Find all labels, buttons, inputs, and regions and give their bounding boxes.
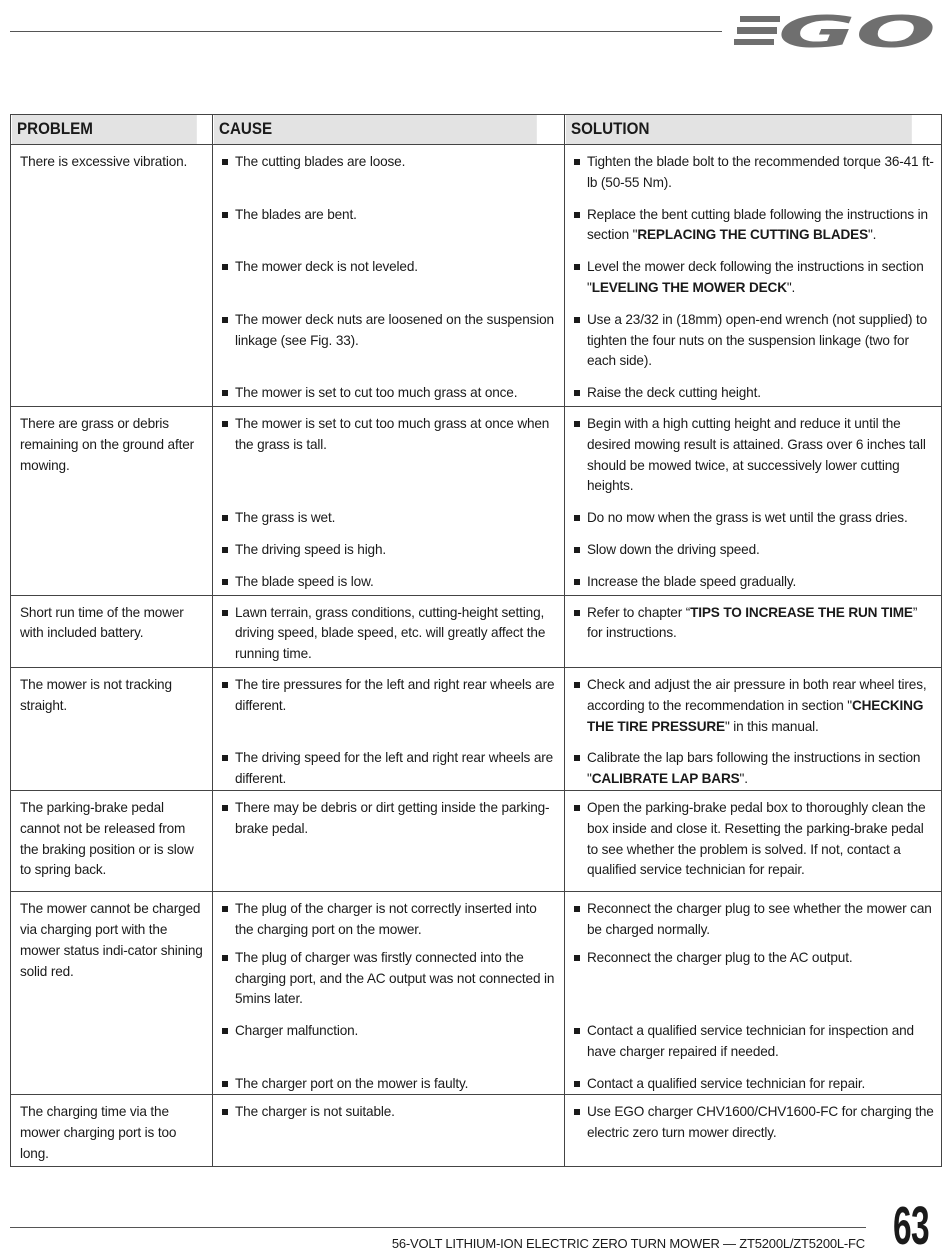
solution-text <box>587 1021 935 1063</box>
cause-cell <box>213 252 565 305</box>
solution-text <box>587 899 935 941</box>
cause-cell <box>213 503 565 535</box>
solution-text-segment: Check and adjust the air pressure in both rear wheel tires, according to the recommendation in section " <box>587 676 927 713</box>
cause-text: The plug of the charger is not correctly inserted into the charging port on the mower. <box>235 901 537 937</box>
cause-text: The driving speed is high. <box>235 541 387 557</box>
solution-cell <box>565 503 942 535</box>
solution-text-segment: Do no mow when the grass is wet until the grass dries. <box>587 510 908 526</box>
table-row <box>11 595 942 667</box>
troubleshooting-table <box>10 114 942 1167</box>
cause-cell <box>213 305 565 378</box>
cause-cell <box>213 1095 565 1167</box>
bullet-square-icon <box>222 264 228 270</box>
solution-text-segment: Open the parking-brake pedal box to thoroughly clean the box inside and close it. Resetting the parking-brake pedal to see whether the problem is solved. If not, contact a qualified service technician for repair. <box>587 799 926 878</box>
svg-text:GO: GO <box>778 7 936 56</box>
cause-text: The charger is not suitable. <box>235 1104 395 1120</box>
solution-text <box>587 257 935 299</box>
solution-text-segment: Begin with a high cutting height and reduce it until the desired mowing result is attained. Grass over 6 inches tall should be mowed twice, at successively lower cutting heights. <box>587 415 926 494</box>
problem-cell: Short run time of the mower with included battery. <box>11 595 213 667</box>
column-header-problem: PROBLEM <box>11 115 197 145</box>
solution-text <box>587 414 935 497</box>
solution-cell <box>565 595 942 667</box>
solution-cell <box>565 1016 942 1069</box>
solution-text <box>587 748 935 790</box>
bullet-square-icon <box>222 212 228 218</box>
solution-text-segment: Raise the deck cutting height. <box>587 385 761 401</box>
problem-cell: There is excessive vibration. <box>11 145 213 407</box>
table-body <box>11 145 942 1167</box>
cause-text: The blades are bent. <box>235 206 357 222</box>
bullet-square-icon <box>574 579 580 585</box>
cause-text: The charger port on the mower is faulty. <box>235 1075 469 1091</box>
solution-text-segment: Slow down the driving speed. <box>587 541 760 557</box>
solution-cell <box>565 145 942 200</box>
solution-cell <box>565 200 942 253</box>
bullet-square-icon <box>574 955 580 961</box>
solution-text <box>587 572 935 593</box>
cause-cell <box>213 1016 565 1069</box>
bullet-square-icon <box>222 1081 228 1087</box>
solution-text-segment: ". <box>868 227 877 243</box>
bullet-square-icon <box>574 805 580 811</box>
column-header-solution: SOLUTION <box>565 115 912 145</box>
cause-cell <box>213 790 565 891</box>
bullet-square-icon <box>574 421 580 427</box>
solution-cell <box>565 743 942 790</box>
solution-text <box>587 152 935 194</box>
solution-cell <box>565 1069 942 1095</box>
solution-cell <box>565 790 942 891</box>
cause-text: The cutting blades are loose. <box>235 154 406 169</box>
bullet-square-icon <box>222 955 228 961</box>
cause-text: There may be debris or dirt getting inside the parking-brake pedal. <box>235 799 550 836</box>
solution-text-segment: Increase the blade speed gradually. <box>587 573 797 589</box>
table-row <box>11 1095 942 1167</box>
solution-text-segment: ” for instructions. <box>587 604 918 641</box>
cause-cell <box>213 1069 565 1095</box>
cause-text: Lawn terrain, grass conditions, cutting-height setting, driving speed, blade speed, etc. will greatly affect the running time. <box>235 604 546 662</box>
solution-text-segment: Calibrate the lap bars following the instructions in section " <box>587 750 921 787</box>
solution-text-segment: Refer to chapter “ <box>587 604 691 620</box>
footer-title: 56-VOLT LITHIUM-ION ELECTRIC ZERO TURN MOWER — ZT5200L/ZT5200L-FC <box>391 1236 865 1251</box>
cause-cell <box>213 406 565 503</box>
solution-cell <box>565 305 942 378</box>
solution-text <box>587 1074 935 1095</box>
solution-cell <box>565 892 942 943</box>
solution-text <box>587 948 935 969</box>
bullet-square-icon <box>574 212 580 218</box>
solution-text <box>587 310 935 372</box>
cause-cell <box>213 200 565 253</box>
problem-cell: The parking-brake pedal cannot not be released from the braking position or is slow to spring back. <box>11 790 213 891</box>
solution-text-segment: ". <box>786 279 796 295</box>
bullet-square-icon <box>222 159 228 165</box>
solution-text-segment: Contact a qualified service technician for repair. <box>587 1075 866 1091</box>
bullet-square-icon <box>222 805 228 811</box>
page-number: 63 <box>893 1196 930 1256</box>
bullet-square-icon <box>574 390 580 396</box>
cause-text: The blade speed is low. <box>235 573 374 589</box>
solution-cell <box>565 378 942 406</box>
solution-text-segment: Level the mower deck following the instructions in section " <box>587 259 924 295</box>
solution-text-segment: Reconnect the charger plug to the AC output. <box>587 949 853 965</box>
bullet-square-icon <box>574 1081 580 1087</box>
bullet-square-icon <box>222 1109 228 1115</box>
bullet-square-icon <box>222 390 228 396</box>
solution-text <box>587 603 935 645</box>
cause-cell <box>213 535 565 567</box>
footer-rule <box>10 1227 866 1228</box>
table-row <box>11 406 942 503</box>
solution-cell <box>565 1095 942 1167</box>
solution-text <box>587 383 935 404</box>
table-row <box>11 145 942 200</box>
problem-cell: The charging time via the mower charging port is too long. <box>11 1095 213 1167</box>
solution-text <box>587 798 935 881</box>
cause-text: Charger malfunction. <box>235 1023 359 1039</box>
solution-text-segment: ". <box>739 771 748 787</box>
bullet-square-icon <box>574 1028 580 1034</box>
cause-cell <box>213 892 565 943</box>
bullet-square-icon <box>574 755 580 761</box>
section-reference: LEVELING THE MOWER DECK <box>591 279 787 295</box>
cause-cell <box>213 595 565 667</box>
cause-text: The driving speed for the left and right rear wheels are different. <box>235 750 554 787</box>
bullet-square-icon <box>574 547 580 553</box>
bullet-square-icon <box>222 317 228 323</box>
section-reference: CHECKING THE TIRE PRESSURE <box>587 697 924 734</box>
bullet-square-icon <box>222 1028 228 1034</box>
bullet-square-icon <box>574 682 580 688</box>
solution-text <box>587 1102 935 1144</box>
cause-cell <box>213 667 565 743</box>
solution-text-segment: Tighten the blade bolt to the recommended torque 36-41 ft-lb (50-55 Nm). <box>587 154 934 190</box>
ego-logo <box>734 6 940 56</box>
problem-cell: There are grass or debris remaining on the ground after mowing. <box>11 406 213 595</box>
bullet-square-icon <box>574 317 580 323</box>
cause-text: The mower is set to cut too much grass at once. <box>235 385 518 401</box>
solution-cell <box>565 567 942 595</box>
bullet-square-icon <box>574 264 580 270</box>
table-row <box>11 667 942 743</box>
table-header-row <box>11 115 942 145</box>
section-reference: TIPS TO INCREASE THE RUN TIME <box>690 604 913 620</box>
solution-cell <box>565 667 942 743</box>
header-rule <box>10 31 722 32</box>
bullet-square-icon <box>222 755 228 761</box>
solution-text-segment: Use EGO charger CHV1600/CHV1600-FC for charging the electric zero turn mower directly. <box>587 1104 934 1141</box>
solution-text <box>587 205 935 247</box>
cause-text: The grass is wet. <box>235 510 336 526</box>
cause-text: The tire pressures for the left and right rear wheels are different. <box>235 676 555 713</box>
problem-cell: The mower cannot be charged via charging port with the mower status indi-cator shining solid red. <box>11 892 213 1095</box>
cause-cell <box>213 567 565 595</box>
section-reference: CALIBRATE LAP BARS <box>591 771 740 787</box>
bullet-square-icon <box>574 159 580 165</box>
solution-text <box>587 540 935 561</box>
bullet-square-icon <box>222 610 228 616</box>
bullet-square-icon <box>574 1109 580 1115</box>
solution-cell <box>565 535 942 567</box>
solution-text <box>587 675 935 737</box>
bullet-square-icon <box>574 906 580 912</box>
bullet-square-icon <box>222 906 228 912</box>
solution-cell <box>565 252 942 305</box>
solution-text-segment: " in this manual. <box>724 718 819 734</box>
bullet-square-icon <box>222 515 228 521</box>
cause-cell <box>213 378 565 406</box>
bullet-square-icon <box>574 610 580 616</box>
section-reference: REPLACING THE CUTTING BLADES <box>637 227 868 243</box>
bullet-square-icon <box>222 547 228 553</box>
column-header-cause: CAUSE <box>213 115 537 145</box>
cause-text: The mower is set to cut too much grass at once when the grass is tall. <box>235 415 550 452</box>
cause-cell <box>213 943 565 1016</box>
bullet-square-icon <box>222 682 228 688</box>
solution-text <box>587 508 935 529</box>
solution-cell <box>565 406 942 503</box>
cause-cell <box>213 145 565 200</box>
solution-cell <box>565 943 942 1016</box>
cause-text: The mower deck is not leveled. <box>235 259 418 275</box>
solution-text-segment: Contact a qualified service technician for inspection and have charger repaired if needed. <box>587 1023 914 1059</box>
solution-text-segment: Use a 23/32 in (18mm) open-end wrench (not supplied) to tighten the four nuts on the suspension linkage (two for each side). <box>587 311 928 369</box>
cause-text: The mower deck nuts are loosened on the suspension linkage (see Fig. 33). <box>235 311 554 348</box>
cause-cell <box>213 743 565 790</box>
bullet-square-icon <box>222 579 228 585</box>
problem-cell: The mower is not tracking straight. <box>11 667 213 790</box>
solution-text-segment: Replace the bent cutting blade following the instructions in section " <box>587 206 928 243</box>
solution-text-segment: Reconnect the charger plug to see whether the mower can be charged normally. <box>587 901 932 937</box>
bullet-square-icon <box>222 421 228 427</box>
table-row <box>11 892 942 943</box>
table-row <box>11 790 942 891</box>
bullet-square-icon <box>574 515 580 521</box>
cause-text: The plug of charger was firstly connected into the charging port, and the AC output was not connected in 5mins later. <box>235 949 555 1007</box>
